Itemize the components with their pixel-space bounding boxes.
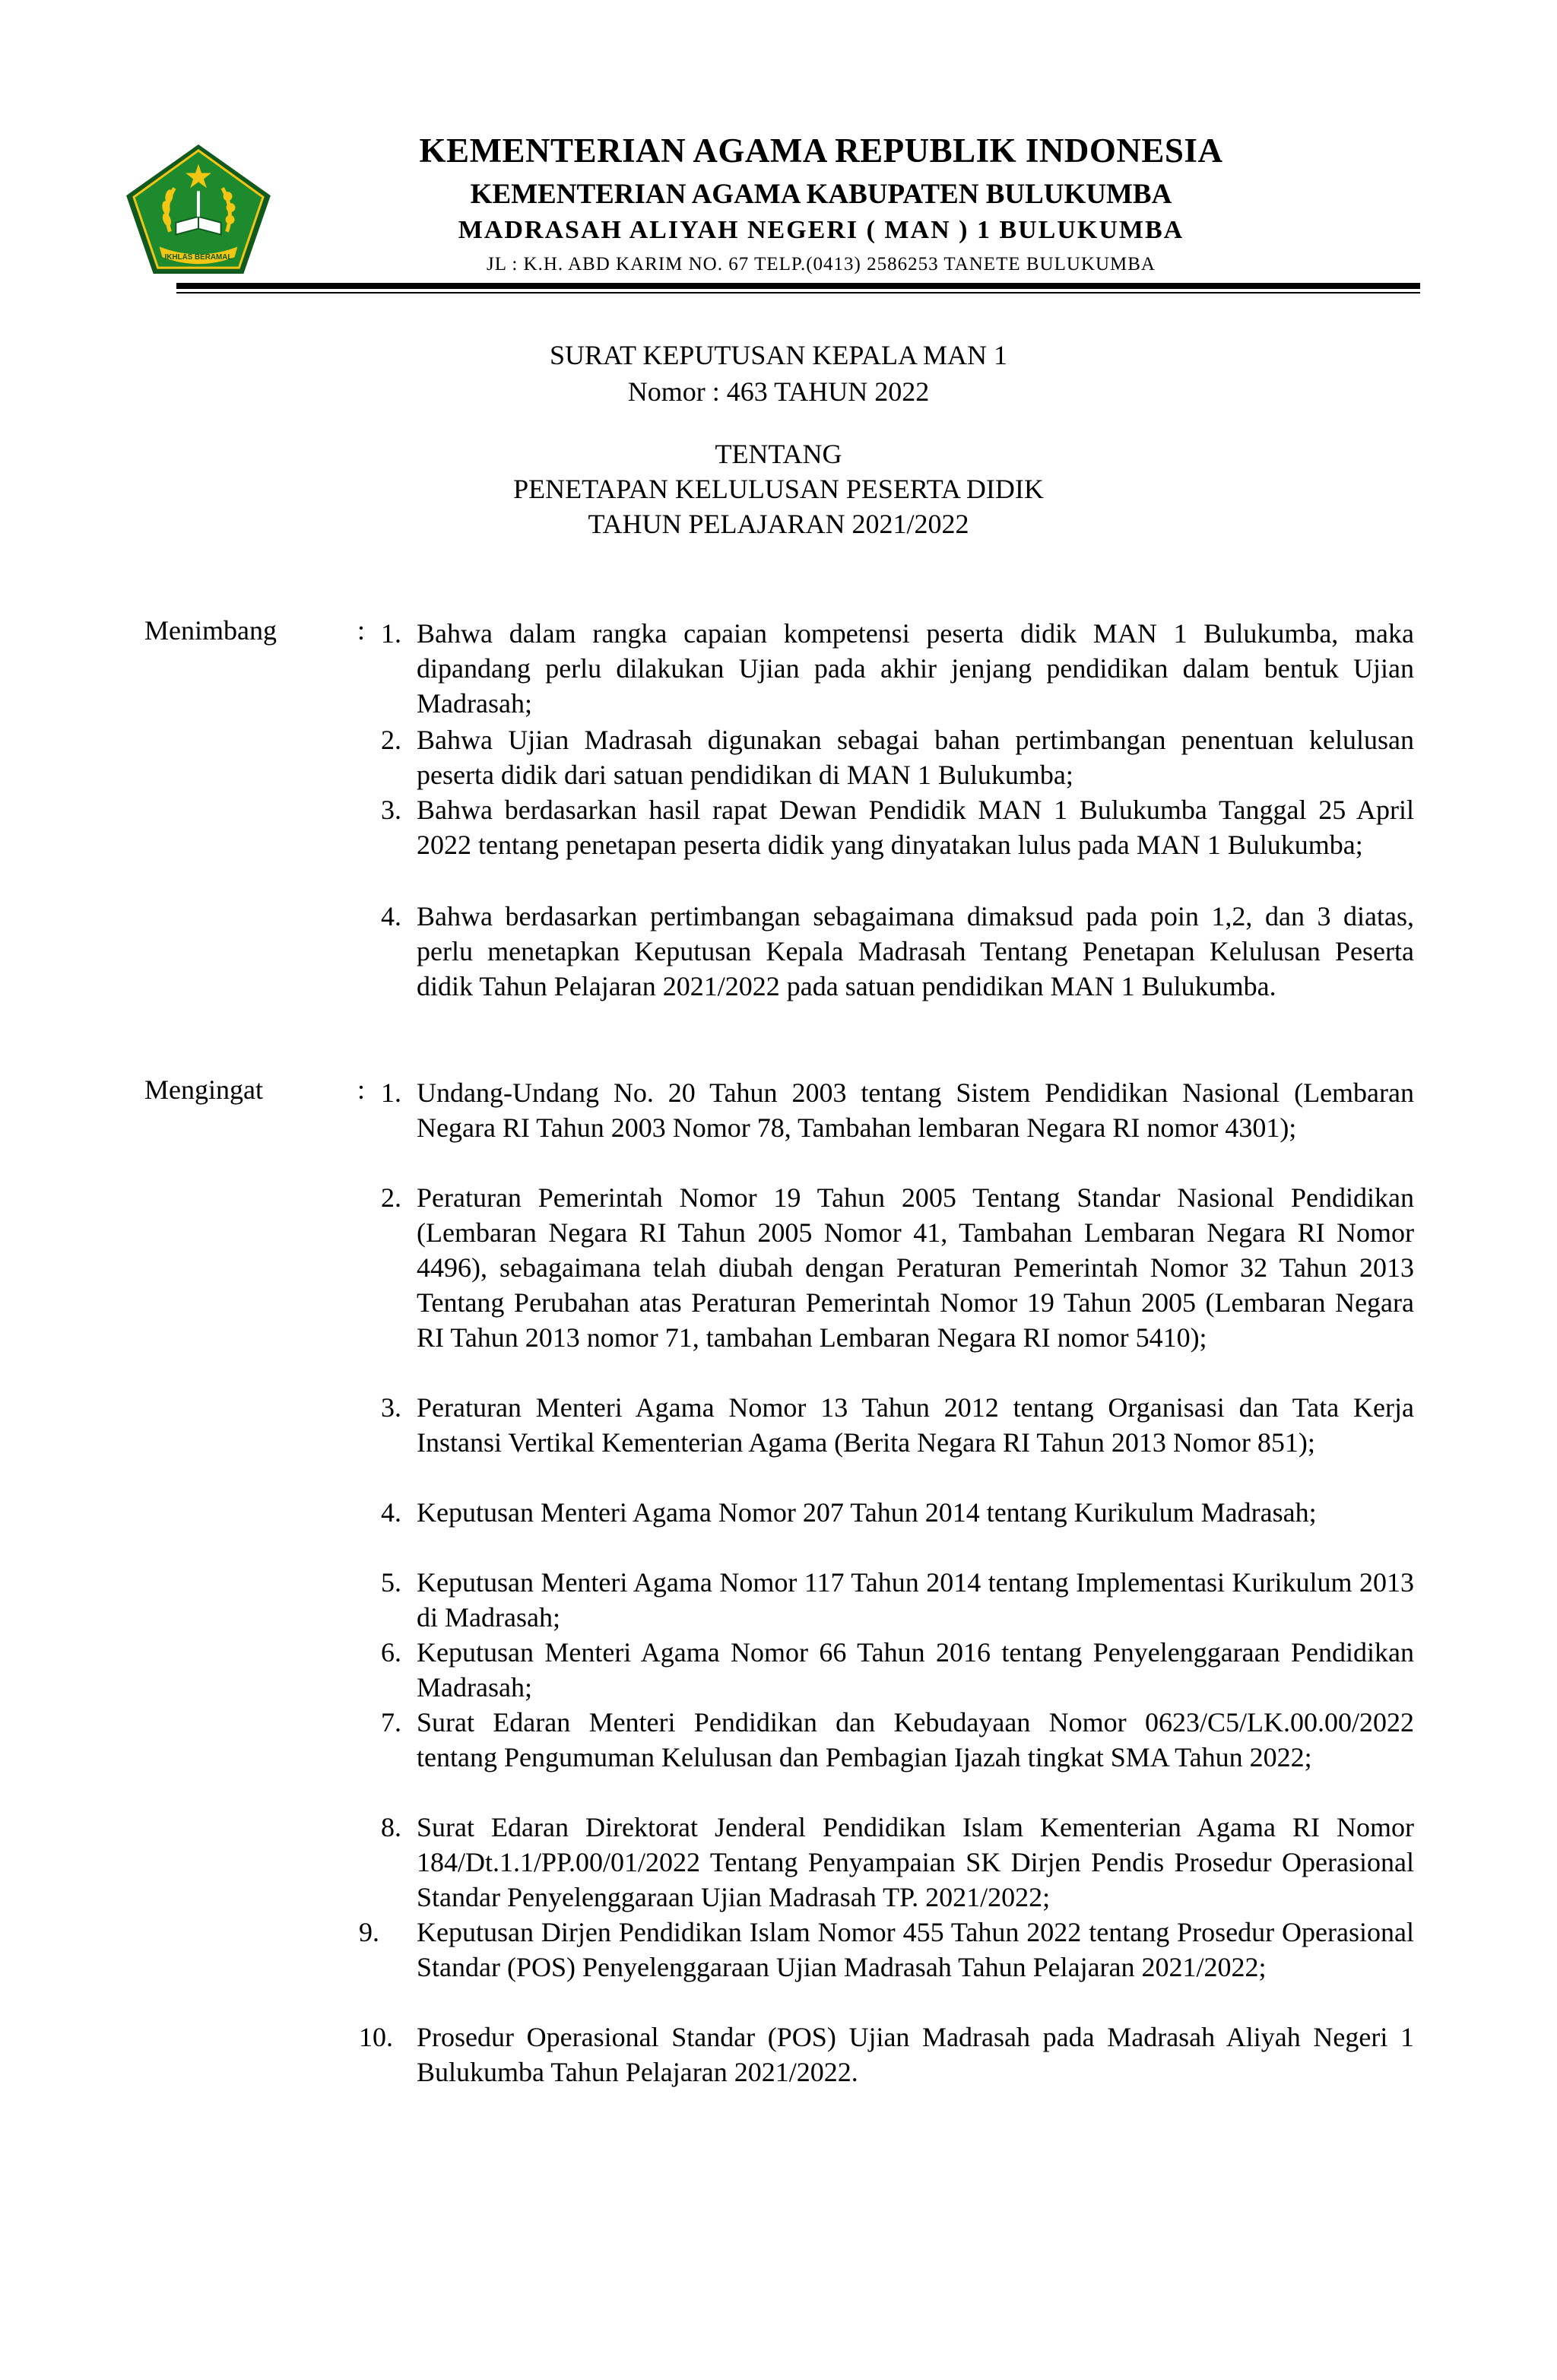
item-number: 4. — [381, 1497, 401, 1528]
item-text: Bahwa berdasarkan pertimbangan sebagaimana dimaksud pada poin 1,2, dan 3 diatas, perlu menetapkan Keputusan Kepala Madrasah Tentang Penetapan Kelulusan Peserta didik Tahun Pelajaran 2021/2022 pada satuan pendidikan MAN 1 Bulukumba. — [417, 901, 1414, 1001]
letterhead-rule-thick — [176, 283, 1420, 289]
mengingat-item — [304, 1635, 1414, 1705]
mengingat-item — [304, 1810, 1414, 1915]
item-text: Surat Edaran Menteri Pendidikan dan Kebudayaan Nomor 0623/C5/LK.00.00/2022 tentang Pengumuman Kelulusan dan Pembagian Ijazah tingkat SMA Tahun 2022; — [417, 1707, 1414, 1772]
menimbang-item — [304, 792, 1414, 862]
item-text: Keputusan Menteri Agama Nomor 66 Tahun 2016 tentang Penyelenggaraan Pendidikan Madrasah; — [417, 1637, 1414, 1702]
mengingat-colon: : — [357, 1074, 366, 1105]
decree-title: SURAT KEPUTUSAN KEPALA MAN 1 — [549, 340, 1008, 370]
mengingat-item — [304, 1390, 1414, 1460]
mengingat-item — [304, 1565, 1414, 1635]
item-number: 4. — [381, 901, 401, 931]
item-number: 5. — [381, 1567, 401, 1598]
item-number: 2. — [381, 725, 401, 755]
logo-motto: IKHLAS BERAMAL — [164, 253, 233, 262]
item-number: 2. — [381, 1182, 401, 1213]
menimbang-item — [304, 899, 1414, 1004]
item-number: 8. — [381, 1812, 401, 1842]
item-text: Bahwa berdasarkan hasil rapat Dewan Pendidik MAN 1 Bulukumba Tanggal 25 April 2022 tentang penetapan peserta didik yang dinyatakan lulus pada MAN 1 Bulukumba; — [417, 795, 1414, 860]
mengingat-item — [304, 1705, 1414, 1775]
decree-number: Nomor : 463 TAHUN 2022 — [627, 376, 930, 407]
mengingat-item — [304, 1075, 1414, 1145]
letterhead-ministry: KEMENTERIAN AGAMA REPUBLIK INDONESIA — [419, 132, 1223, 170]
mengingat-item — [304, 1915, 1414, 1985]
item-text: Bahwa dalam rangka capaian kompetensi peserta didik MAN 1 Bulukumba, maka dipandang perlu dilakukan Ujian pada akhir jenjang pendidikan dalam bentuk Ujian Madrasah; — [417, 618, 1414, 719]
item-text: Peraturan Pemerintah Nomor 19 Tahun 2005 Tentang Standar Nasional Pendidikan (Lembaran Negara RI Tahun 2005 Nomor 41, Tambahan Lembaran Negara RI Nomor 4496), sebagaimana telah diubah dengan Peraturan Pemerintah Nomor 32 Tahun 2013 Tentang Perubahan atas Peraturan Pemerintah Nomor 19 Tahun 2005 (Lembaran Negara RI Tahun 2013 nomor 71, tambahan Lembaran Negara RI nomor 5410); — [417, 1182, 1414, 1353]
item-number: 9. — [359, 1917, 379, 1947]
item-text: Keputusan Menteri Agama Nomor 207 Tahun 2014 tentang Kurikulum Madrasah; — [417, 1497, 1317, 1528]
letterhead-regency: KEMENTERIAN AGAMA KABUPATEN BULUKUMBA — [470, 179, 1172, 210]
item-number: 10. — [359, 2022, 393, 2052]
item-number: 3. — [381, 1392, 401, 1423]
decree-subject: PENETAPAN KELULUSAN PESERTA DIDIK — [513, 474, 1044, 504]
item-text: Peraturan Menteri Agama Nomor 13 Tahun 2012 tentang Organisasi dan Tata Kerja Instansi Vertikal Kementerian Agama (Berita Negara RI Tahun 2013 Nomor 851); — [417, 1392, 1414, 1458]
item-number: 1. — [381, 1077, 401, 1108]
item-number: 7. — [381, 1707, 401, 1737]
item-text: Prosedur Operasional Standar (POS) Ujian Madrasah pada Madrasah Aliyah Negeri 1 Bulukumba Tahun Pelajaran 2021/2022. — [417, 2022, 1414, 2087]
decree-year: TAHUN PELAJARAN 2021/2022 — [588, 509, 969, 539]
menimbang-item — [304, 722, 1414, 792]
decree-about: TENTANG — [715, 439, 842, 469]
item-text: Undang-Undang No. 20 Tahun 2003 tentang Sistem Pendidikan Nasional (Lembaran Negara RI Tahun 2003 Nomor 78, Tambahan lembaran Negara RI nomor 4301); — [417, 1077, 1414, 1143]
kemenag-logo — [123, 141, 274, 277]
letterhead-school: MADRASAH ALIYAH NEGERI ( MAN ) 1 BULUKUMBA — [458, 216, 1184, 244]
mengingat-item — [304, 1495, 1414, 1530]
mengingat-label: Mengingat — [144, 1074, 263, 1105]
mengingat-item — [304, 1180, 1414, 1355]
item-text: Keputusan Menteri Agama Nomor 117 Tahun 2014 tentang Implementasi Kurikulum 2013 di Madrasah; — [417, 1567, 1414, 1633]
item-text: Keputusan Dirjen Pendidikan Islam Nomor 455 Tahun 2022 tentang Prosedur Operasional Standar (POS) Penyelenggaraan Ujian Madrasah Tahun Pelajaran 2021/2022; — [417, 1917, 1414, 1982]
item-number: 3. — [381, 795, 401, 825]
item-text: Bahwa Ujian Madrasah digunakan sebagai bahan pertimbangan penentuan kelulusan peserta didik dari satuan pendidikan di MAN 1 Bulukumba; — [417, 725, 1414, 790]
menimbang-label: Menimbang — [144, 615, 277, 646]
letterhead-address: JL : K.H. ABD KARIM NO. 67 TELP.(0413) 2586253 TANETE BULUKUMBA — [487, 254, 1156, 274]
item-number: 6. — [381, 1637, 401, 1668]
mengingat-item — [304, 2020, 1414, 2090]
item-text: Surat Edaran Direktorat Jenderal Pendidikan Islam Kementerian Agama RI Nomor 184/Dt.1.1/PP.00/01/2022 Tentang Penyampaian SK Dirjen Pendis Prosedur Operasional Standar Penyelenggaraan Ujian Madrasah TP. 2021/2022; — [417, 1812, 1414, 1912]
item-number: 1. — [381, 618, 401, 649]
menimbang-item — [304, 616, 1414, 721]
letterhead-rule-thin — [176, 292, 1420, 294]
menimbang-colon: : — [357, 615, 366, 646]
